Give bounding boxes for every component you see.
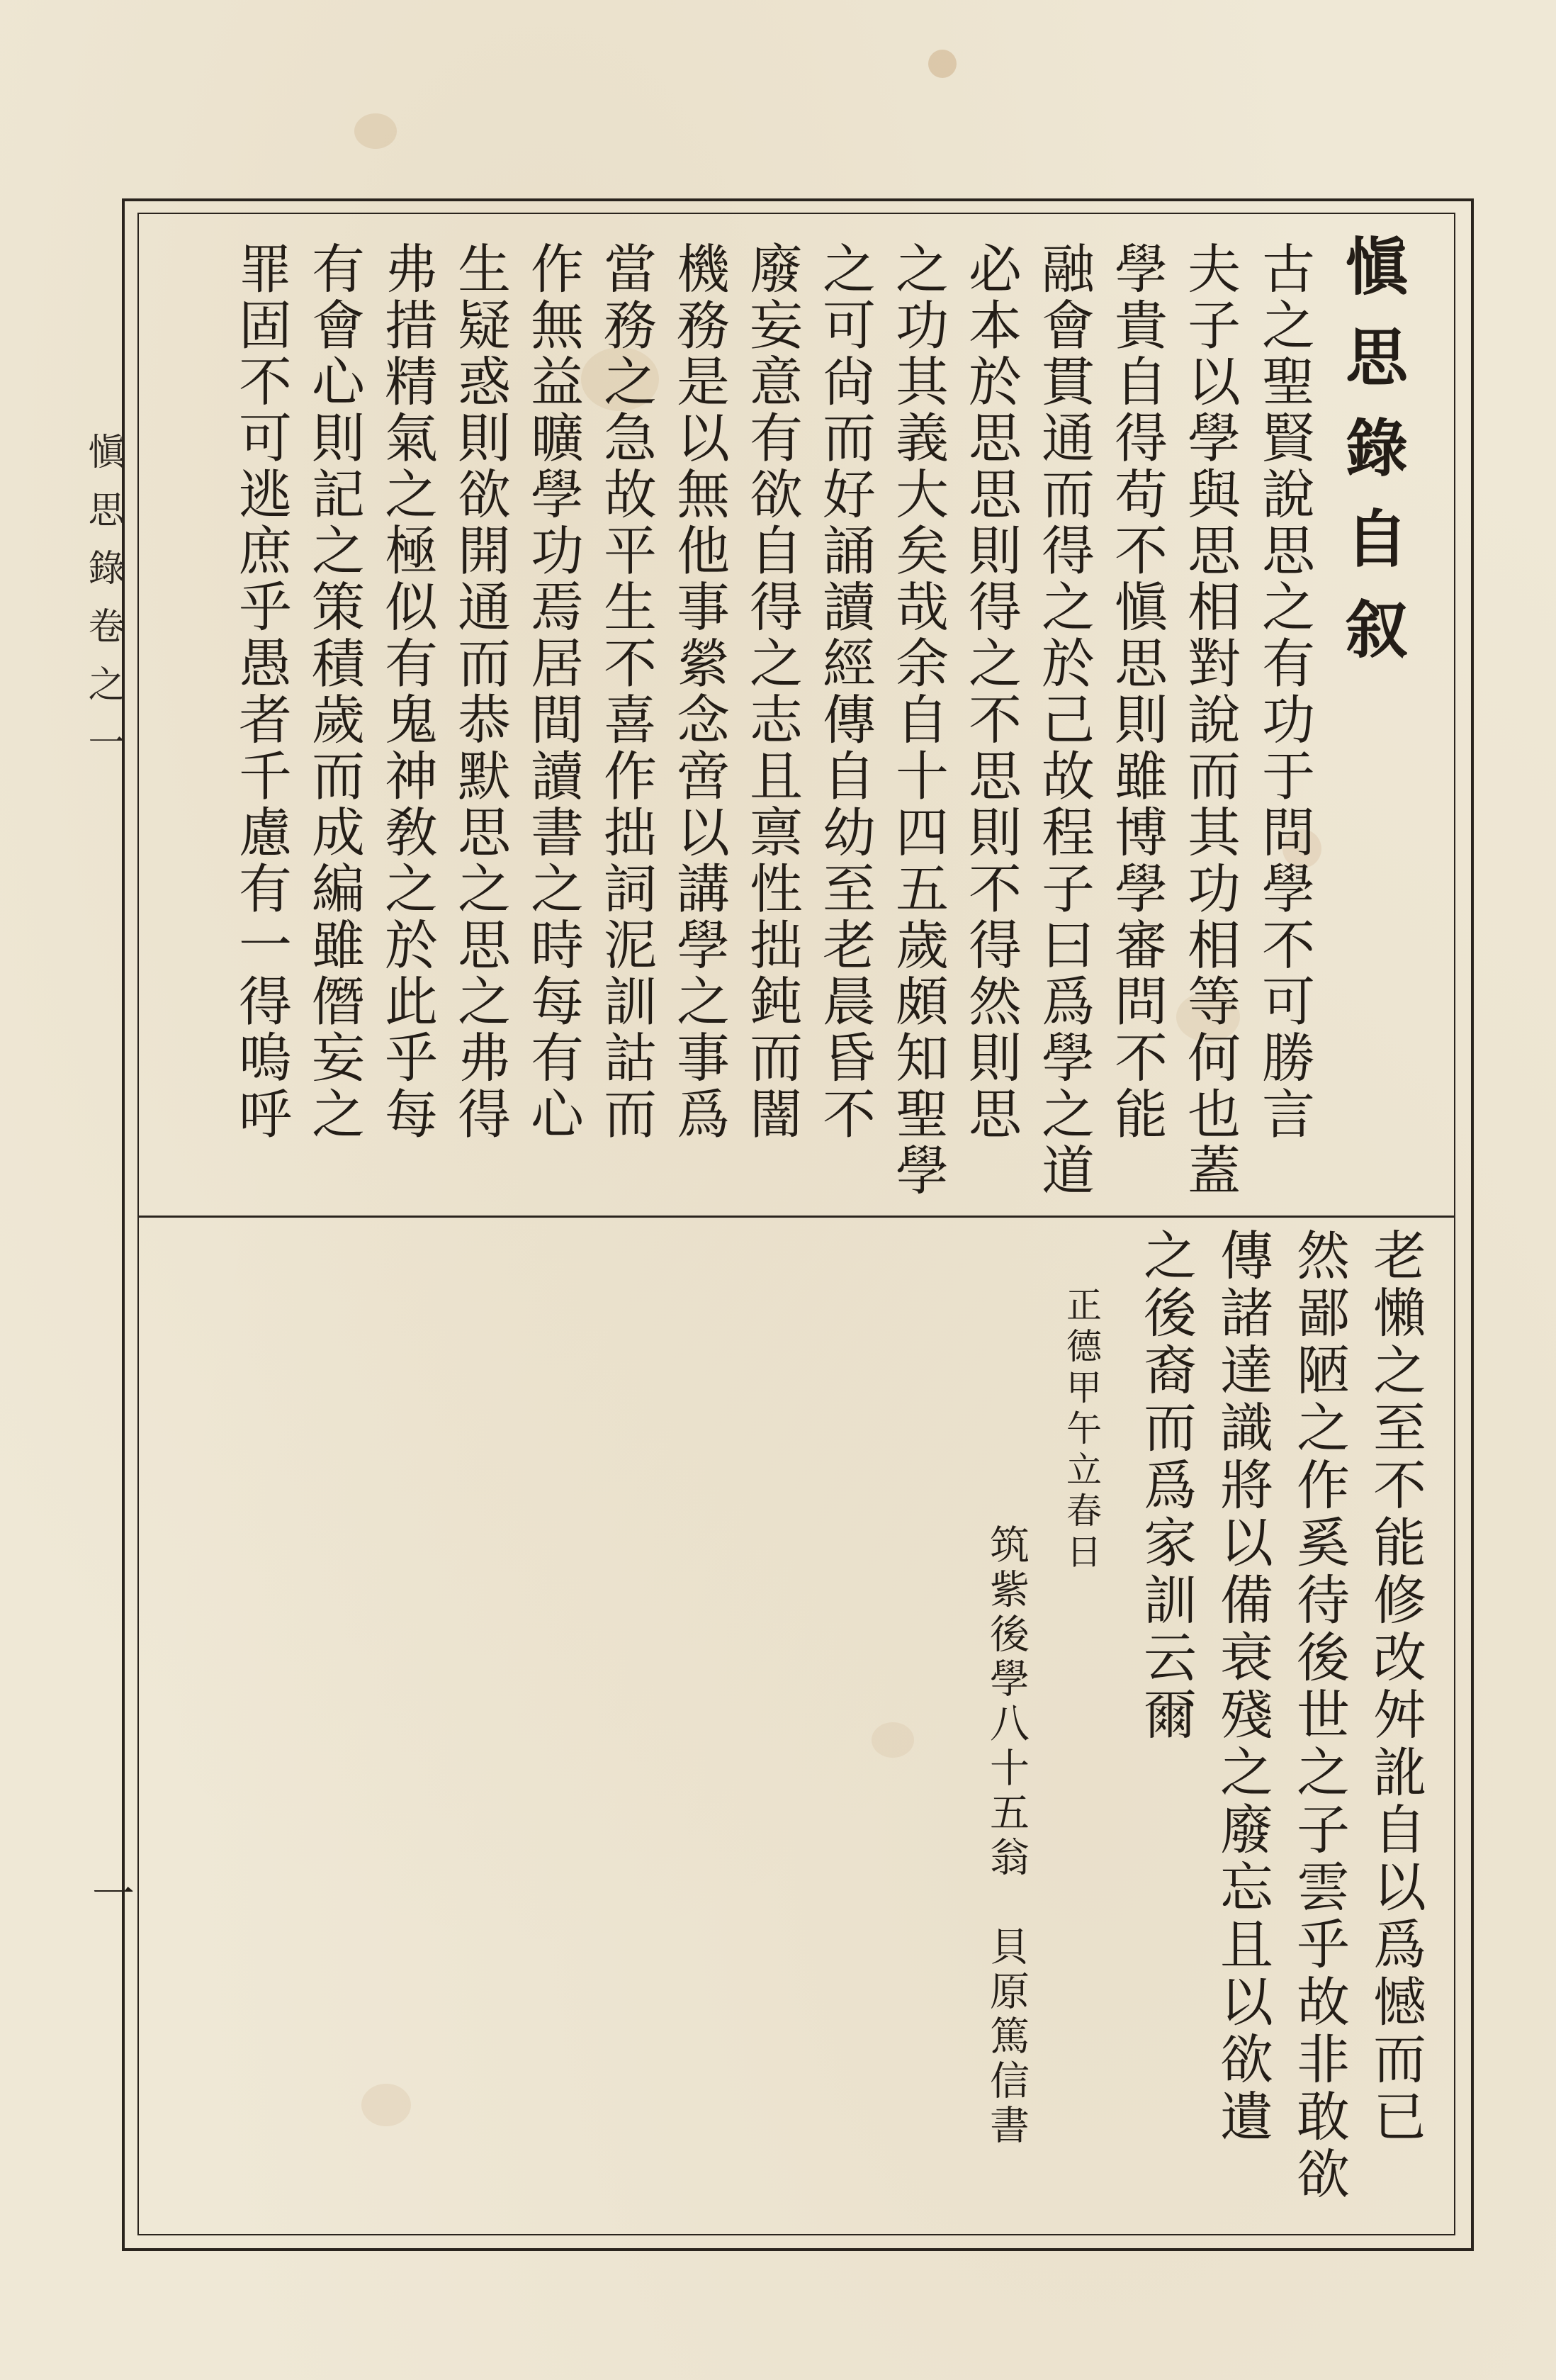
text-column: 弗措精氣之極似有鬼神敎之於此乎每	[376, 241, 439, 1143]
frame-divider	[137, 1216, 1454, 1218]
author-signature: 筑紫後學八十五翁 貝原篤信書	[983, 1524, 1030, 2149]
text-column: 之可尙而好誦讀經傳自幼至老晨昏不	[814, 241, 876, 1143]
text-column: 作無益曠學功焉居間讀書之時每有心	[522, 241, 585, 1143]
page-number: 一	[85, 1871, 135, 1914]
text-column: 融會貫通而得之於己故程子曰爲學之道	[1033, 241, 1095, 1199]
text-column: 老懶之至不能修改舛訛自以爲憾而已	[1365, 1228, 1427, 2146]
text-column: 機務是以無他事縈念啻以講學之事爲	[668, 241, 731, 1143]
text-column: 然鄙陋之作奚待後世之子雲乎故非敢欲	[1288, 1228, 1351, 2204]
text-column: 傳諸達識將以備衰殘之廢忘且以欲遺	[1212, 1228, 1274, 2146]
text-column: 有會心則記之策積歲而成編雖僭妄之	[303, 241, 366, 1143]
text-column: 罪固不可逃庶乎愚者千慮有一得嗚呼	[230, 241, 293, 1143]
text-column: 學貴自得苟不愼思則雖博學審問不能	[1106, 241, 1168, 1143]
stain-spot	[928, 50, 957, 78]
text-column: 夫子以學與思相對說而其功相等何也蓋	[1179, 241, 1241, 1199]
text-column: 生疑惑則欲開通而恭默思之思之弗得	[449, 241, 512, 1143]
date-line: 正德甲午立春日	[1061, 1286, 1102, 1574]
text-column: 之功其義大矣哉余自十四五歲頗知聖學	[887, 241, 949, 1199]
text-column: 之後裔而爲家訓云爾	[1135, 1228, 1197, 1744]
stain-spot	[354, 113, 397, 149]
text-column: 廢妄意有欲自得之志且禀性拙鈍而闇	[741, 241, 804, 1143]
text-column: 必本於思思則得之不思則不得然則思	[960, 241, 1022, 1143]
preface-title: 愼思錄自叙	[1336, 234, 1409, 687]
running-head: 愼思錄卷之一	[81, 432, 124, 781]
text-column: 當務之急故平生不喜作拙詞泥訓詁而	[595, 241, 658, 1143]
text-column: 古之聖賢說思之有功于問學不可勝言	[1253, 241, 1316, 1143]
upper-text-area	[170, 220, 1438, 1212]
